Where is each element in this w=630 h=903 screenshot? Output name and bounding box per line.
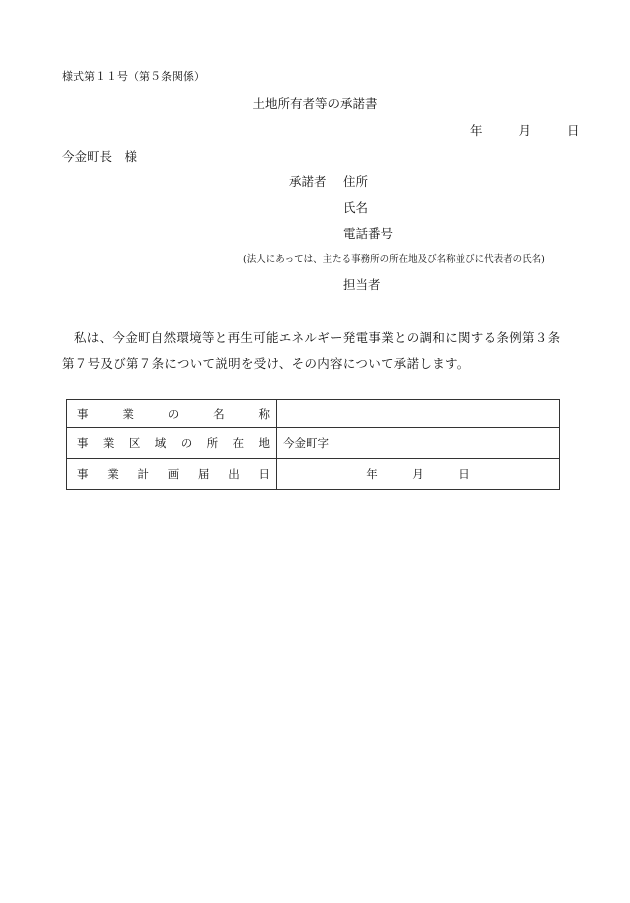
date-day: 日 xyxy=(566,123,580,138)
row-value-notification-date: 年 月 日 xyxy=(277,459,560,490)
table-row xyxy=(67,428,560,459)
date-line xyxy=(470,121,579,139)
date-year: 年 xyxy=(470,123,483,138)
date-month: 月 xyxy=(518,123,531,138)
consent-statement: 私は、今金町自然環境等と再生可能エネルギー発電事業との調和に関する条例第３条第７号及び第７条について説明を受け、その内容について承諾します。 xyxy=(62,330,561,371)
row-value-project-name xyxy=(277,400,560,428)
row-label-notification-date: 事業計画届出日 xyxy=(67,459,277,490)
form-number: 様式第１１号（第５条関係） xyxy=(62,70,205,83)
phone-label: 電話番号 xyxy=(343,226,394,241)
address-label: 住所 xyxy=(343,174,369,189)
table-row xyxy=(67,459,560,490)
document-title: 土地所有者等の承諾書 xyxy=(252,96,378,111)
corporation-note: (法人にあっては、主たる事務所の所在地及び名称並びに代表者の氏名) xyxy=(243,254,545,265)
row-value-project-location: 今金町字 xyxy=(277,428,560,459)
staff-label: 担当者 xyxy=(343,277,381,292)
row-label-project-location: 事業区域の所在地 xyxy=(67,428,277,459)
table-row xyxy=(67,400,560,428)
addressee: 今金町長 様 xyxy=(62,149,138,164)
consenter-label: 承諾者 xyxy=(289,174,327,189)
row-label-project-name: 事業の名称 xyxy=(67,400,277,428)
name-label: 氏名 xyxy=(343,200,369,215)
project-info-table xyxy=(66,399,560,490)
